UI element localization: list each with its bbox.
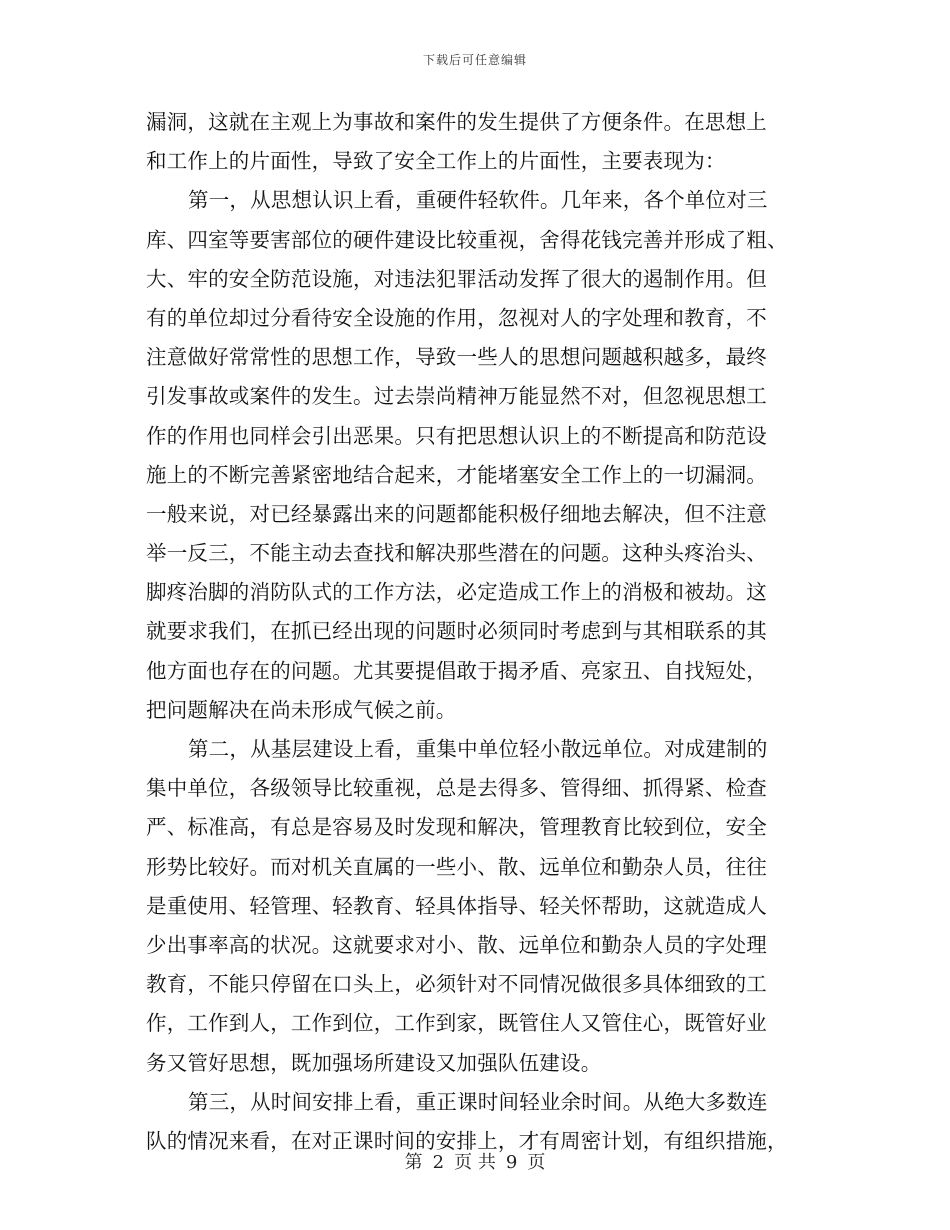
header-text: 下载后可任意编辑: [422, 53, 527, 67]
text-line: 和工作上的片面性，导致了安全工作上的片面性，主要表现为：: [146, 149, 726, 174]
text-line: 集中单位，各级领导比较重视，总是去得多、管得细、抓得紧、检查: [146, 776, 767, 801]
text-line: 作，工作到人，工作到位，工作到家，既管住人又管住心，既管好业: [146, 1011, 767, 1036]
text-line: 教育，不能只停留在口头上，必须针对不同情况做很多具体细致的工: [146, 972, 767, 997]
text-line: 有的单位却过分看待安全设施的作用，忽视对人的字处理和教育，不: [146, 305, 767, 330]
page-footer: [0, 1152, 950, 1174]
text-line: 就要求我们，在抓已经出现的问题时必须同时考虑到与其相联系的其: [146, 619, 767, 644]
text-line: 第二，从基层建设上看，重集中单位轻小散远单位。对成建制的: [188, 737, 768, 761]
text-line: 脚疼治脚的消防队式的工作方法，必定造成工作上的消极和被劫。这: [146, 580, 767, 605]
page-header: [0, 52, 950, 68]
text-line: 漏洞，这就在主观上为事故和案件的发生提供了方便条件。在思想上: [146, 110, 767, 134]
text-line: 注意做好常常性的思想工作，导致一些人的思想问题越积越多，最终: [146, 345, 767, 370]
text-line: 施上的不断完善紧密地结合起来，才能堵塞安全工作上的一切漏洞。: [146, 462, 767, 487]
text-line: 少出事率高的状况。这就要求对小、散、远单位和勤杂人员的字处理: [146, 932, 767, 957]
text-line: 把问题解决在尚未形成气候之前。: [146, 697, 457, 722]
footer-middle: 页 共: [454, 1152, 496, 1173]
text-line: 大、牢的安全防范设施，对违法犯罪活动发挥了很大的遏制作用。但: [146, 266, 767, 291]
text-line: 是重使用、轻管理、轻教育、轻具体指导、轻关怀帮助，这就造成人: [146, 893, 767, 918]
text-line: 第一，从思想认识上看，重硬件轻软件。几年来，各个单位对三: [188, 188, 768, 213]
document-body: [146, 103, 806, 1161]
text-line: 库、四室等要害部位的硬件建设比较重视，舍得花钱完善并形成了粗、: [146, 227, 788, 252]
text-line: 务又管好思想，既加强场所建设又加强队伍建设。: [146, 1050, 602, 1075]
footer-page-number: 2: [432, 1152, 445, 1173]
text-line: 引发事故或案件的发生。过去崇尚精神万能显然不对，但忽视思想工: [146, 384, 767, 409]
text-line: 第三，从时间安排上看，重正课时间轻业余时间。从绝大多数连: [188, 1089, 768, 1114]
text-line: 一般来说，对已经暴露出来的问题都能积极仔细地去解决，但不注意: [146, 501, 767, 526]
footer-total-pages: 9: [505, 1152, 518, 1173]
text-line: 他方面也存在的问题。尤其要提倡敢于揭矛盾、亮家丑、自找短处，: [146, 658, 767, 683]
text-line: 形势比较好。而对机关直属的一些小、散、远单位和勤杂人员，往往: [146, 854, 767, 879]
text-line: 严、标准高，有总是容易及时发现和解决，管理教育比较到位，安全: [146, 815, 767, 840]
text-line: 队的情况来看，在对正课时间的安排上，才有周密计划，有组织措施，: [146, 1128, 788, 1153]
footer-prefix: 第: [404, 1152, 423, 1173]
text-line: 举一反三，不能主动去查找和解决那些潜在的问题。这种头疼治头、: [146, 541, 767, 566]
text-line: 作的作用也同样会引出恶果。只有把思想认识上的不断提高和防范设: [146, 423, 767, 448]
footer-suffix: 页: [527, 1152, 546, 1173]
